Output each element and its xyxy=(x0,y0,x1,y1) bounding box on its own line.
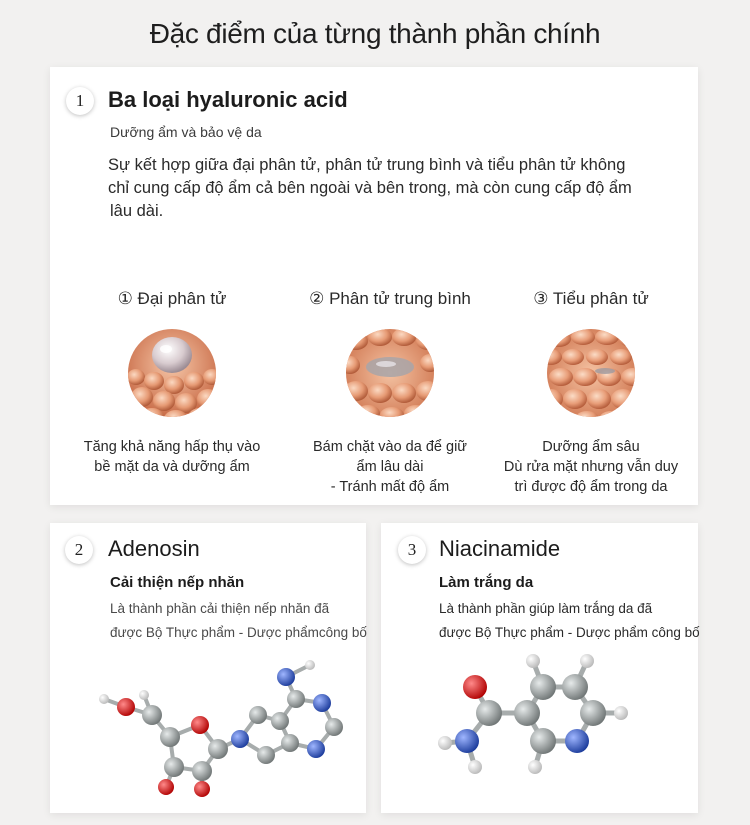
card-adenosin xyxy=(50,523,366,813)
small-molecule-skin-image xyxy=(547,329,635,417)
description-line: Sự kết hợp giữa đại phân tử, phân tử trung bình và tiểu phân tử không xyxy=(108,156,626,174)
column-text-line: ẩm lâu dài xyxy=(356,459,424,475)
niacinamide-molecule-model xyxy=(431,647,651,797)
card-niacinamide xyxy=(381,523,698,813)
column-text-line: trì được độ ẩm trong da xyxy=(514,479,668,495)
description-line: Là thành phần cải thiện nếp nhăn đã xyxy=(110,601,330,616)
molecule-column-small xyxy=(486,289,696,497)
column-text-line: - Tránh mất độ ẩm xyxy=(330,479,450,495)
card-hyaluronic-acid xyxy=(50,67,698,505)
column-label: ③ Tiểu phân tử xyxy=(533,289,649,308)
page-title: Đặc điểm của từng thành phần chính xyxy=(149,18,601,49)
section-subtitle: Làm trắng da xyxy=(439,574,534,591)
description-line: chỉ cung cấp độ ẩm cả bên ngoài và bên trong, mà còn cung cấp độ ẩm xyxy=(108,179,632,197)
column-description xyxy=(285,437,495,497)
section-description xyxy=(108,154,632,223)
large-molecule-skin-image xyxy=(128,329,216,417)
section-description xyxy=(439,597,700,645)
column-text-line: Dưỡng ẩm sâu xyxy=(542,439,640,455)
section-title: Niacinamide xyxy=(439,536,561,561)
molecule-column-large xyxy=(67,289,277,477)
column-text-line: Tăng khả năng hấp thụ vào xyxy=(83,439,261,455)
section-subtitle: Dưỡng ẩm và bảo vệ da xyxy=(110,124,262,140)
section-subtitle: Cải thiện nếp nhăn xyxy=(110,574,245,591)
section-number-badge: 1 xyxy=(66,87,94,115)
section-number-badge: 3 xyxy=(398,536,426,564)
adenosine-molecule-model xyxy=(90,655,350,805)
medium-molecule-skin-image xyxy=(346,329,434,417)
column-description xyxy=(67,437,277,477)
column-text-line: Bám chặt vào da để giữ xyxy=(313,439,467,455)
column-text-line: Dù rửa mặt nhưng vẫn duy xyxy=(503,459,679,475)
molecule-column-medium xyxy=(285,289,495,497)
column-description xyxy=(486,437,696,497)
description-line: được Bộ Thực phẩm - Dược phẩmcông bố xyxy=(110,625,367,640)
column-label: ② Phân tử trung bình xyxy=(309,289,471,308)
section-description xyxy=(110,597,367,645)
description-line: lâu dài. xyxy=(110,202,164,220)
section-number-badge: 2 xyxy=(65,536,93,564)
column-text-line: bề mặt da và dưỡng ẩm xyxy=(94,459,250,475)
description-line: được Bộ Thực phẩm - Dược phẩm công bố xyxy=(439,625,700,640)
section-title: Ba loại hyaluronic acid xyxy=(108,87,348,112)
section-title: Adenosin xyxy=(108,536,200,561)
description-line: Là thành phần giúp làm trắng da đã xyxy=(439,601,653,616)
column-label: ① Đại phân tử xyxy=(117,289,227,308)
